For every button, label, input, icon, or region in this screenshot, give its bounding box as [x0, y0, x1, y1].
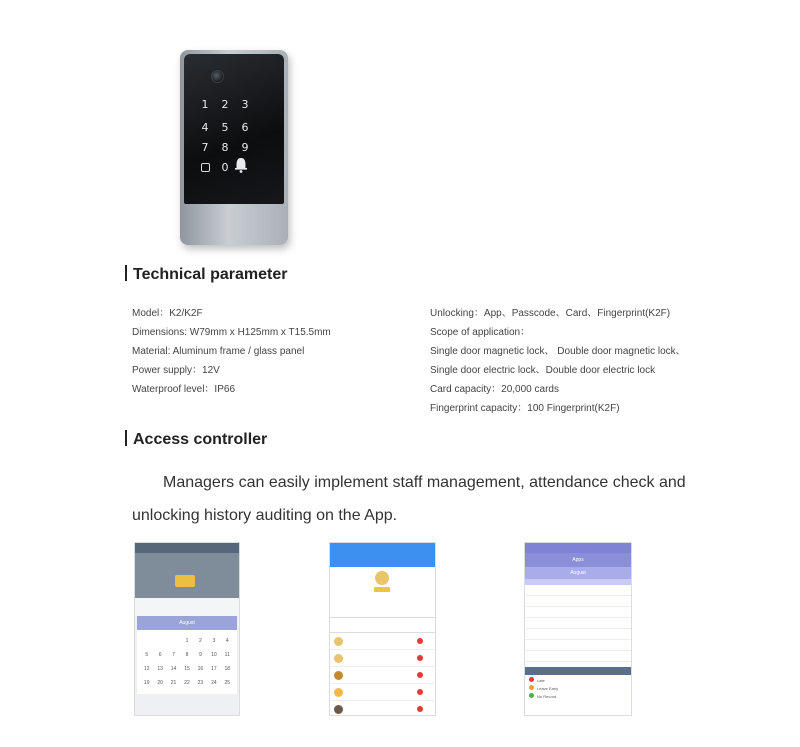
date-cell[interactable]: 18: [224, 666, 231, 672]
status-dot: [417, 638, 423, 644]
avatar: [334, 688, 343, 697]
date-cell[interactable]: 10: [211, 652, 217, 658]
list-item[interactable]: [330, 633, 435, 650]
phone1-header: [135, 553, 239, 598]
avatar: [334, 671, 343, 680]
access-title: Access controller: [133, 431, 268, 448]
spec-scope: Scope of application：: [430, 327, 531, 338]
phone-screenshot-records: [524, 542, 632, 716]
key-7: 7: [201, 141, 209, 154]
date-cell[interactable]: 25: [224, 680, 231, 686]
key-0: 0: [221, 161, 229, 174]
paragraph-line-2: unlocking history auditing on the App.: [132, 507, 398, 524]
key-2: 2: [221, 98, 229, 111]
key-5: 5: [221, 121, 229, 134]
spec-scope-electric: Single door electric lock、Double door electric lock: [430, 365, 656, 376]
phone2-columns: [330, 618, 435, 633]
spec-list-right: [430, 304, 686, 418]
date-cell[interactable]: 7: [172, 652, 175, 658]
phone1-date-grid: [137, 630, 237, 694]
date-cell[interactable]: 15: [184, 666, 190, 672]
camera-icon: [211, 70, 224, 83]
key-8: 8: [221, 141, 229, 154]
section-heading-access: [125, 430, 267, 449]
date-cell[interactable]: 12: [143, 666, 150, 672]
spec-dimensions: Dimensions: W79mm x H125mm x T15.5mm: [132, 327, 331, 338]
spec-scope-magnetic: Single door magnetic lock、 Double door magnetic lock、: [430, 346, 686, 357]
date-cell[interactable]: 6: [158, 652, 162, 658]
date-cell[interactable]: 24: [211, 680, 217, 686]
key-4: 4: [201, 121, 209, 134]
date-cell[interactable]: 19: [143, 680, 150, 686]
avatar: [334, 705, 343, 714]
key-1: 1: [201, 98, 209, 111]
phone-screenshot-calendar: [134, 542, 240, 716]
date-cell[interactable]: 22: [184, 680, 190, 686]
date-cell[interactable]: 13: [157, 666, 163, 672]
legend-no-record: No Record: [529, 693, 627, 701]
date-cell[interactable]: 9: [199, 652, 202, 658]
phone3-date-grid: [525, 585, 631, 667]
spec-unlocking: Unlocking：App、Passcode、Card、Fingerprint(K2F): [430, 308, 671, 319]
phone1-month: August: [137, 616, 237, 630]
legend-late: Late: [529, 677, 627, 685]
date-cell[interactable]: 3: [212, 638, 216, 644]
phone2-avatar: [375, 571, 389, 585]
date-cell[interactable]: 21: [170, 680, 177, 686]
avatar: [334, 654, 343, 663]
list-item[interactable]: [330, 667, 435, 684]
spec-card-capacity: Card capacity：20,000 cards: [430, 384, 559, 395]
phone1-avatar: [175, 575, 195, 587]
date-cell[interactable]: 23: [197, 680, 204, 686]
legend-leave-early: Leave Early: [529, 685, 627, 693]
phone2-profile: [330, 567, 435, 607]
spec-model: Model：K2/K2F: [132, 308, 203, 319]
phone3-status-bar: [525, 543, 631, 553]
key-3: 3: [241, 98, 249, 111]
phone3-legend: [525, 675, 631, 703]
phone1-tabs: [135, 598, 239, 616]
phone3-legend-header: [525, 667, 631, 675]
phone2-status-bar: [330, 543, 435, 553]
date-cell[interactable]: 14: [170, 666, 177, 672]
spec-list-left: [132, 304, 331, 399]
spec-material: Material: Aluminum frame / glass panel: [132, 346, 305, 357]
status-dot: [417, 689, 423, 695]
date-cell[interactable]: 17: [211, 666, 217, 672]
doorbell-icon: [234, 156, 248, 174]
phone1-calendar: [137, 616, 237, 694]
spec-waterproof: Waterproof level：IP66: [132, 384, 236, 395]
phone1-status-bar: [135, 543, 239, 553]
date-cell[interactable]: 11: [224, 652, 230, 658]
list-item[interactable]: [330, 701, 435, 716]
phone2-tabs: [330, 607, 435, 618]
date-cell[interactable]: 20: [157, 680, 163, 686]
date-cell[interactable]: 5: [145, 652, 149, 658]
status-dot: [417, 706, 423, 712]
date-cell[interactable]: 4: [225, 638, 229, 644]
phone2-title-bar: [330, 553, 435, 567]
section-heading-technical: [125, 265, 287, 284]
technical-title: Technical parameter: [133, 266, 288, 283]
list-item[interactable]: [330, 684, 435, 701]
status-dot: [417, 672, 423, 678]
date-cell[interactable]: 16: [197, 666, 204, 672]
spec-fingerprint-capacity: Fingerprint capacity：100 Fingerprint(K2F): [430, 403, 620, 414]
phone3-month: August: [525, 567, 631, 579]
phone-screenshot-attendance: [329, 542, 436, 716]
date-cell[interactable]: 1: [185, 638, 189, 644]
status-dot: [417, 655, 423, 661]
date-cell[interactable]: 8: [185, 652, 189, 658]
list-item[interactable]: [330, 650, 435, 667]
phone2-badge: [374, 587, 390, 592]
date-cell[interactable]: 2: [199, 638, 202, 644]
key-9: 9: [241, 141, 249, 154]
phone3-title: Apps: [525, 553, 631, 567]
key-6: 6: [241, 121, 249, 134]
heading-bar: [125, 430, 127, 446]
avatar: [334, 637, 343, 646]
paragraph-line-1: Managers can easily implement staff management, attendance check and: [163, 474, 686, 491]
heading-bar: [125, 265, 127, 281]
card-reader-icon: [201, 163, 210, 172]
spec-power: Power supply：12V: [132, 365, 220, 376]
